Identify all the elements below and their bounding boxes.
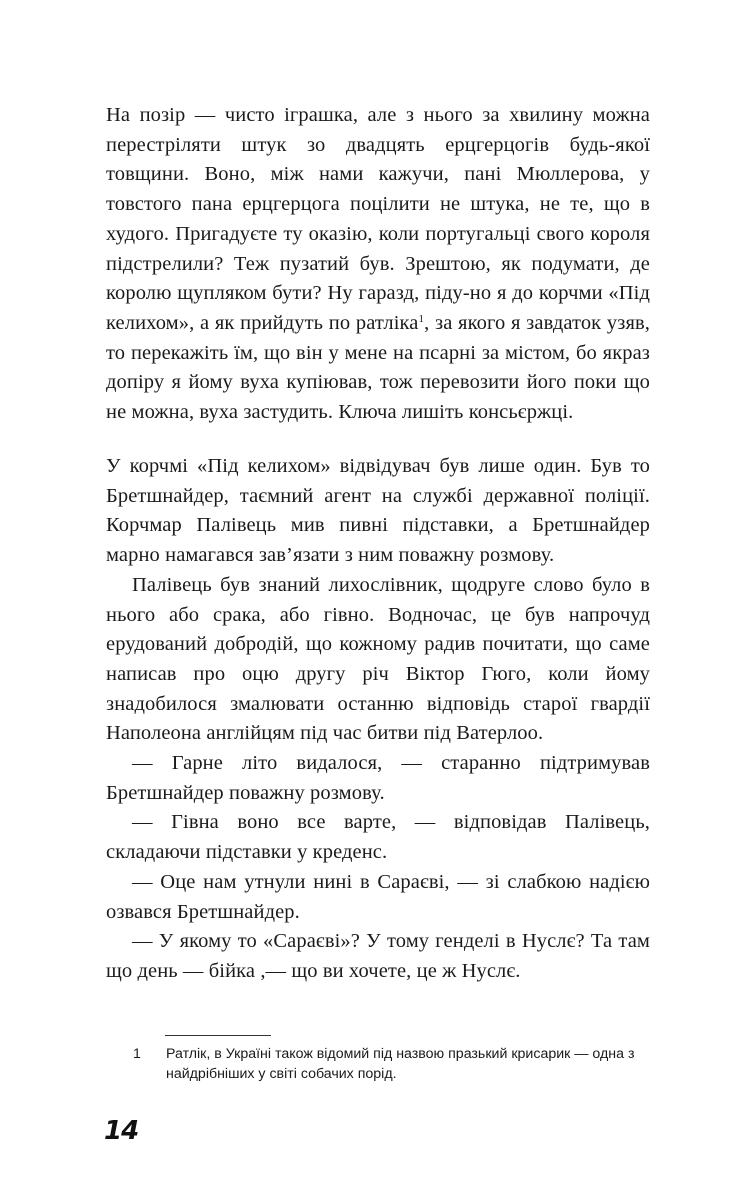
footnote: [133, 1044, 653, 1084]
footnote-reference: 1: [418, 312, 425, 325]
dialogue-line: — Гівна воно все варте, — відповідав Палівець, складаючи підставки у креденс.: [106, 811, 650, 864]
dialogue-line: — У якому то «Сараєві»? У тому генделі в Нуслє? Та там що день — бійка ,— що ви хочете, це ж Нуслє.: [106, 930, 650, 982]
dialogue-line: — Оце нам утнули нині в Сараєві, — зі слабкою надією озвався Бретшнайдер.: [106, 870, 650, 923]
paragraph: Палівець був знаний лихослівник, щодруге слово було в нього або срака, або гівно. Водночас, це був напрочуд ерудований добродій, що кожному радив почитати, що саме написав про оцю другу річ Віктор Гюго, коли йому знадобилося змалювати останню відповідь старої гвардії Наполеона англійцям під час битви під Ватерлоо.: [106, 573, 650, 745]
paragraph-opening: [106, 101, 650, 428]
paragraph-opening-text: На позір — чисто іграшка, але з нього за хвилину можна перестріляти штук зо двадцять ерцгерцогів будь-якої товщини. Воно, між нами кажучи, пані Мюллерова, у товстого пана ерцгерцога поцілити не штука, не те, що в худого. Пригадуєте ту оказію, коли португальці свого короля підстрелили? Теж пузатий був. Зрештою, як подумати, де королю щупляком бути? Ну гаразд, піду-но я до корчми «Під келихом», а як прийдуть по ратліка: [106, 104, 650, 334]
paragraph: У корчмі «Під келихом» відвідувач був лише один. Був то Бретшнайдер, таємний агент на службі державної поліції. Корчмар Палівець мив пивні підставки, а Бретшнайдер марно намагався зав’язати з ним поважну розмову.: [106, 455, 650, 567]
footnote-divider: [165, 1035, 271, 1036]
text-block-main: [106, 452, 650, 987]
footnote-number: 1: [133, 1046, 141, 1062]
text-block-top: [106, 101, 650, 428]
footnote-text: Ратлік, в Україні також відомий під назвою празький крисарик — одна з найдрібніших у світі собачих порід.: [166, 1046, 635, 1082]
dialogue-line: — Гарне літо видалося, — старанно підтримував Бретшнайдер поважну розмову.: [106, 752, 650, 804]
page-number: 14: [104, 1116, 139, 1146]
paragraph-opening-tail: , за якого я завдаток узяв, то перекажіть їм, що він у мене на псарні за містом, бо якраз допіру я йому вуха купіював, тож перевозити його поки що не можна, вуха застудить. Ключа лишіть консьєржці.: [106, 311, 650, 424]
